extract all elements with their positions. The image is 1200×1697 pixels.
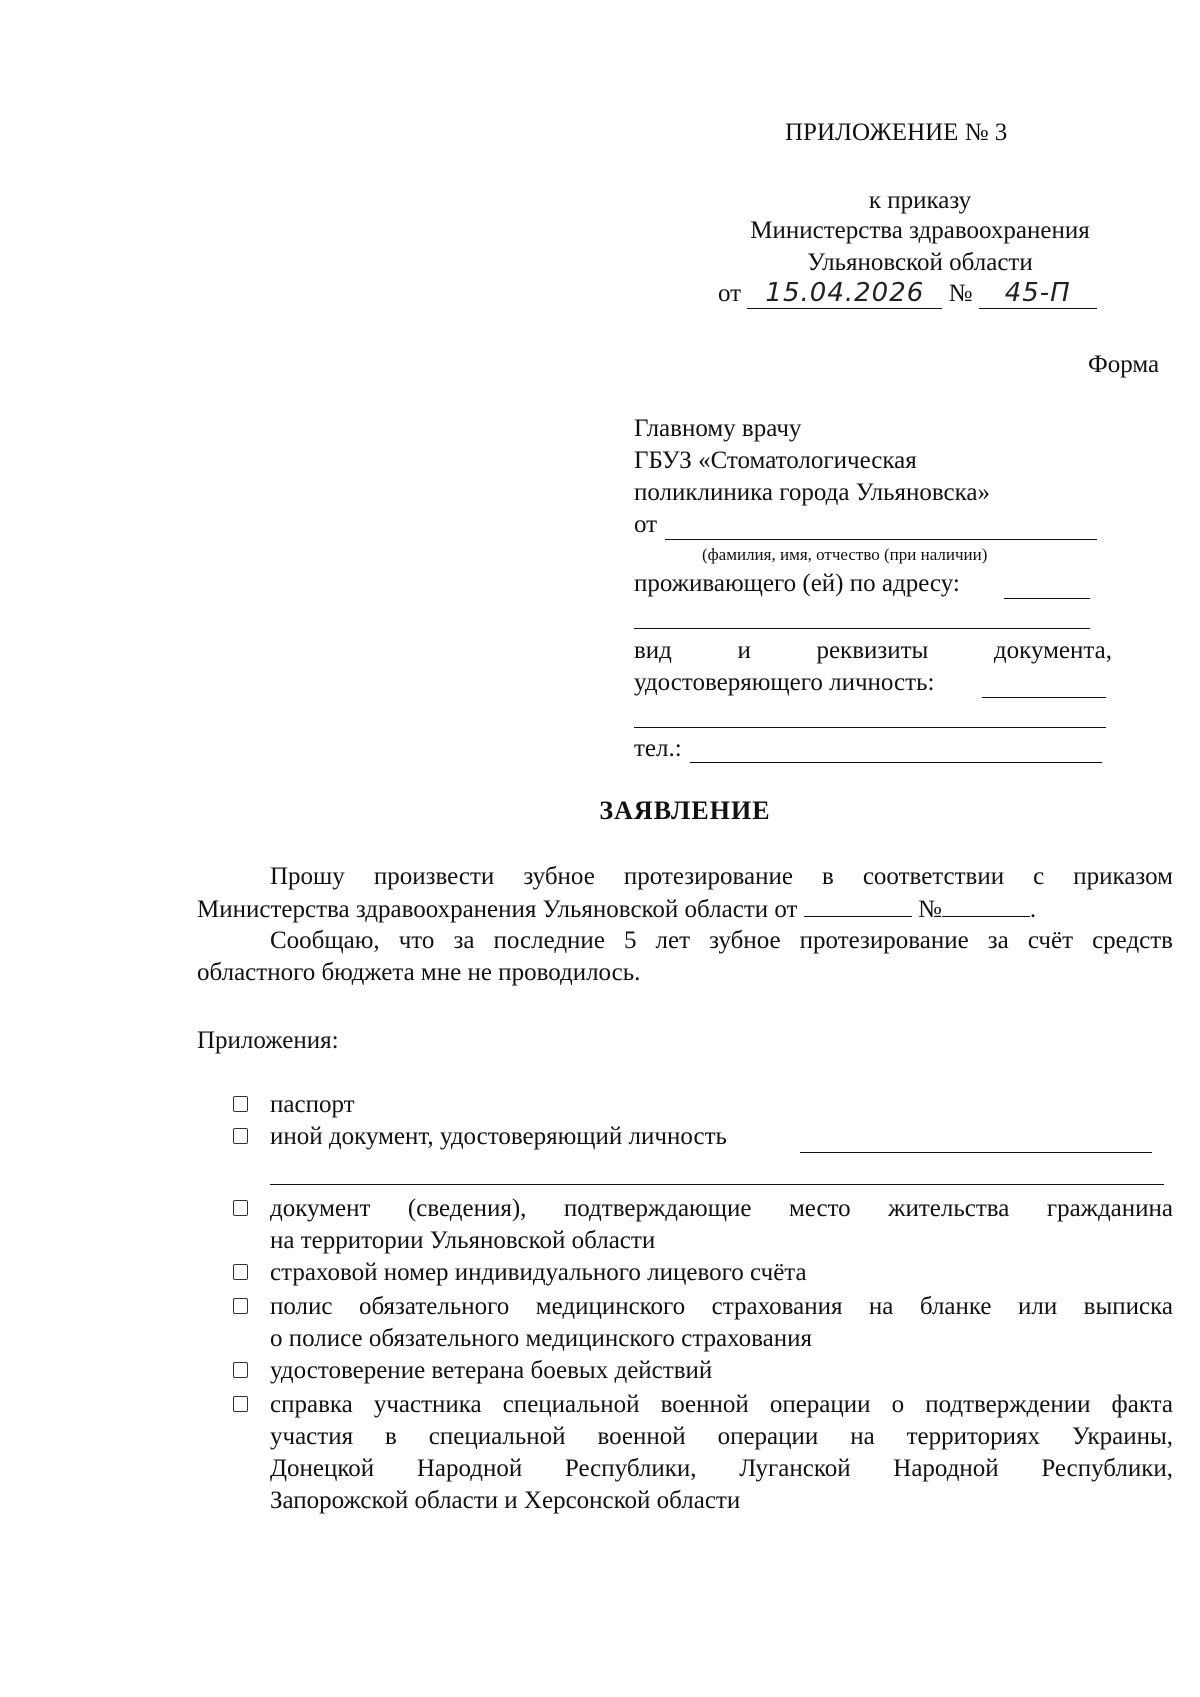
statement-title: ЗАЯВЛЕНИЕ	[599, 796, 771, 825]
order-number-handwritten: 45-П	[979, 278, 1097, 309]
address-blank-line-1	[1004, 598, 1090, 599]
declaration-line-2: областного бюджета мне не проводилось.	[197, 959, 641, 986]
addressee-line-1: Главному врачу	[634, 415, 802, 442]
region-text: Ульяновской области	[807, 249, 1033, 276]
checkbox-residence[interactable]	[233, 1200, 248, 1216]
attachment-residence-line-1: документ (сведения), подтверждающие место жительства гражданина	[270, 1195, 1173, 1222]
order-date-handwritten: 15.04.2026	[747, 278, 942, 309]
address-blank-line-2	[634, 628, 1090, 629]
request-paragraph-line-1: Прошу произвести зубное протезирование в соответствии с приказом	[270, 863, 1173, 890]
id-document-blank-1	[982, 697, 1106, 698]
date-prefix: от	[718, 280, 742, 307]
form-label: Форма	[1088, 351, 1160, 378]
order-date-line	[718, 278, 1097, 309]
checkbox-passport[interactable]	[233, 1096, 248, 1112]
attachments-label: Приложения:	[197, 1027, 339, 1054]
appendix-heading: ПРИЛОЖЕНИЕ № 3	[785, 119, 1008, 146]
attachment-oms-line-1: полис обязательного медицинского страхования на бланке или выписка	[270, 1293, 1173, 1320]
request-period: .	[1029, 896, 1037, 923]
name-hint: (фамилия, имя, отчество (при наличии)	[702, 545, 988, 564]
id-document-label-2: удостоверяющего личность:	[634, 669, 935, 696]
attachment-veteran: удостоверение ветерана боевых действий	[270, 1357, 713, 1384]
addressee-line-2: ГБУЗ «Стоматологическая	[634, 447, 917, 474]
attachment-svo-line-4: Запорожской области и Херсонской области	[270, 1487, 741, 1514]
address-label: проживающего (ей) по адресу:	[634, 570, 960, 597]
request-paragraph-line-2	[197, 894, 1036, 925]
other-id-blank-1	[800, 1152, 1152, 1153]
id-document-label-1: вид и реквизиты документа,	[634, 637, 1112, 664]
attachment-passport: паспорт	[270, 1091, 355, 1118]
request-number-sign: №	[917, 896, 942, 923]
phone-label: тел.:	[634, 735, 682, 762]
name-blank-line	[665, 539, 1097, 540]
order-number-blank	[942, 894, 1030, 917]
checkbox-veteran[interactable]	[233, 1362, 248, 1378]
order-date-blank	[804, 894, 912, 917]
number-prefix: №	[948, 280, 973, 307]
request-order-ref: Министерства здравоохранения Ульяновской области от	[197, 896, 798, 923]
attachment-snils: страховой номер индивидуального лицевого счёта	[270, 1259, 807, 1286]
attachment-svo-line-1: справка участника специальной военной операции о подтверждении факта	[270, 1391, 1173, 1418]
attachment-other-id: иной документ, удостоверяющий личность	[270, 1123, 727, 1150]
checkbox-other-id[interactable]	[233, 1128, 248, 1144]
declaration-line-1: Сообщаю, что за последние 5 лет зубное протезирование за счёт средств	[270, 927, 1173, 954]
attachment-svo-line-2: участия в специальной военной операции на территориях Украины,	[270, 1423, 1173, 1450]
ministry-text: Министерства здравоохранения	[750, 217, 1090, 244]
addressee-line-3: поликлиника города Ульяновска»	[634, 479, 991, 506]
other-id-blank-2	[270, 1184, 1164, 1185]
attachment-oms-line-2: о полисе обязательного медицинского страхования	[270, 1325, 812, 1352]
checkbox-oms[interactable]	[233, 1298, 248, 1314]
checkbox-snils[interactable]	[233, 1264, 248, 1280]
from-label: от	[634, 511, 658, 538]
attachment-svo-line-3: Донецкой Народной Республики, Луганской Народной Республики,	[270, 1455, 1173, 1482]
id-document-blank-2	[634, 727, 1106, 728]
to-order-text: к приказу	[868, 187, 972, 214]
checkbox-svo[interactable]	[233, 1396, 248, 1412]
phone-blank-line	[690, 762, 1102, 763]
attachment-residence-line-2: на территории Ульяновской области	[270, 1227, 656, 1254]
